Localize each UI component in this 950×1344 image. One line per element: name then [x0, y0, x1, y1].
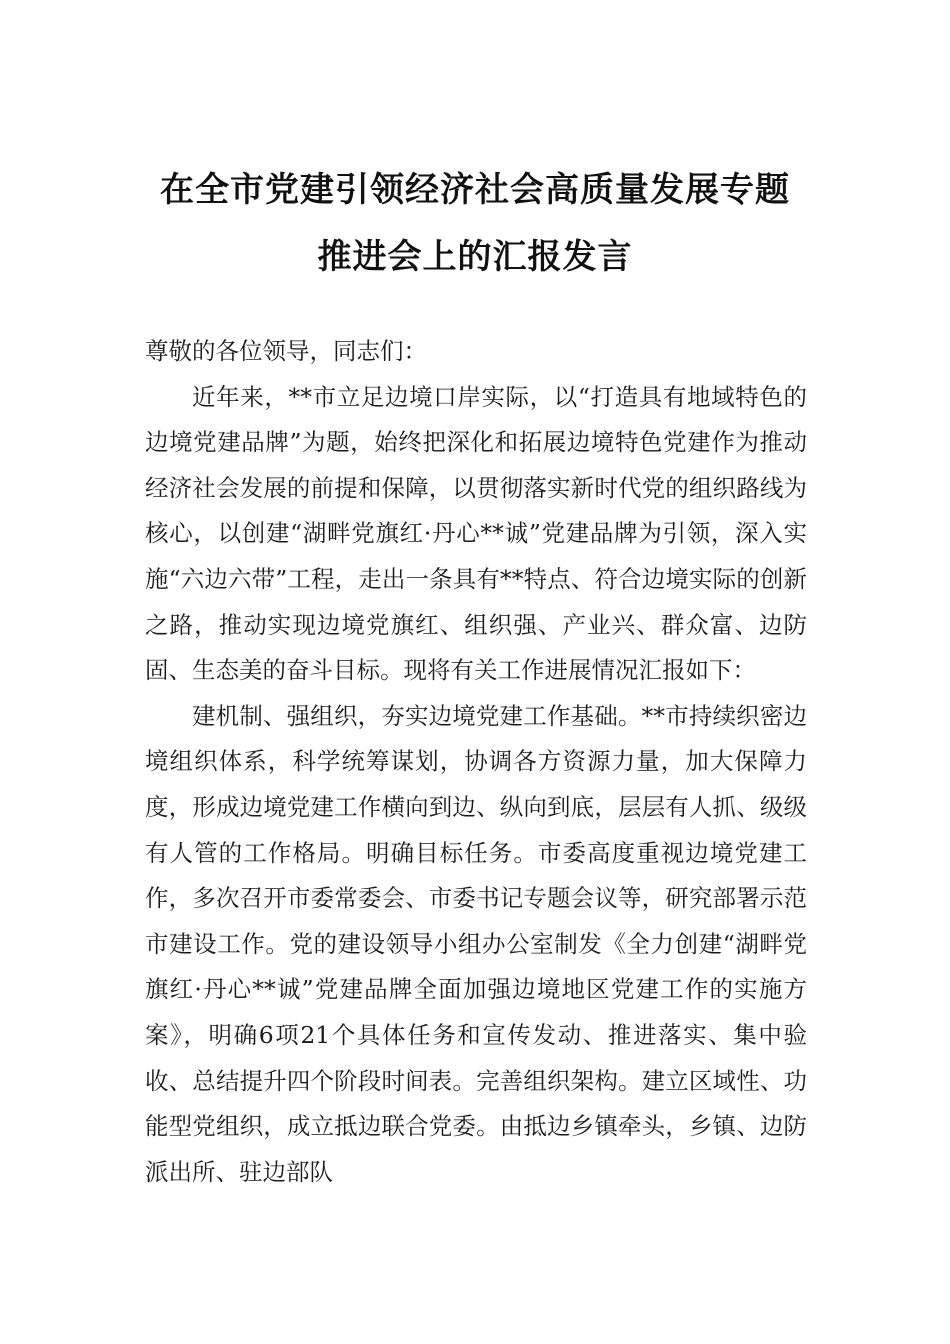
paragraph-mechanism: 建机制、强组织，夯实边境党建工作基础。**市持续织密边境组织体系，科学统筹谋划，协调各方资源力量，加大保障力度，形成边境党建工作横向到边、纵向到底，层层有人抓、级级有人管的工作格局。明确目标任务。市委高度重视边境党建工作，多次召开市委常委会、市委书记专题会议等，研究部署示范市建设工作。党的建设领导小组办公室制发《全力创建“湖畔党旗红·丹心**诚”党建品牌全面加强边境地区党建工作的实施方案》，明确6项21个具体任务和宣传发动、推进落实、集中验收、总结提升四个阶段时间表。完善组织架构。建立区域性、功能型党组织，成立抵边联合党委。由抵边乡镇牵头，乡镇、边防派出所、驻边部队 [145, 701, 807, 1186]
document-body [145, 329, 807, 1195]
document-title-line-2: 推进会上的汇报发言 [317, 237, 633, 277]
paragraph-intro: 近年来，**市立足边境口岸实际，以“打造具有地域特色的边境党建品牌”为题，始终把深化和拓展边境特色党建作为推动经济社会发展的前提和保障，以贯彻落实新时代党的组织路线为核心，以创建“湖畔党旗红·丹心**诚”党建品牌为引领，深入实施“六边六带”工程，走出一条具有**特点、符合边境实际的创新之路，推动实现边境党旗红、组织强、产业兴、群众富、边防固、生态美的奋斗目标。现将有关工作进展情况汇报如下： [145, 382, 807, 685]
document-title-line-1: 在全市党建引领经济社会高质量发展专题 [160, 170, 790, 210]
salutation: 尊敬的各位领导，同志们： [145, 337, 427, 365]
